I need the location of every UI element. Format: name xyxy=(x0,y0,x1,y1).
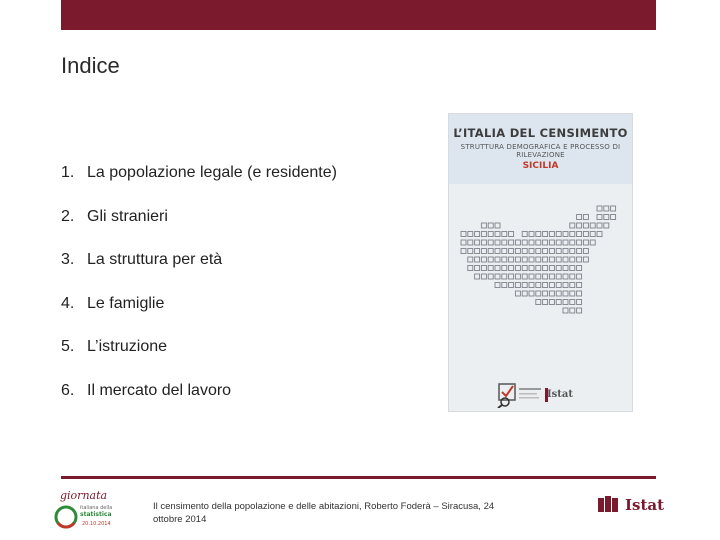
map-cell xyxy=(556,257,561,262)
map-cell xyxy=(481,232,486,237)
map-cell xyxy=(502,240,507,245)
map-cell xyxy=(543,249,548,254)
map-cell xyxy=(549,240,554,245)
map-cell xyxy=(461,249,466,254)
map-cell xyxy=(468,266,473,271)
map-cell xyxy=(556,266,561,271)
map-cell xyxy=(563,308,568,313)
map-cell xyxy=(577,223,582,228)
top-accent-bar xyxy=(61,0,656,30)
map-cell xyxy=(563,283,568,288)
map-cell xyxy=(590,240,595,245)
index-label: Le famiglie xyxy=(87,294,165,312)
index-item xyxy=(61,382,337,426)
map-cell xyxy=(543,240,548,245)
map-cell xyxy=(515,240,520,245)
map-cell xyxy=(515,291,520,296)
index-number: 2. xyxy=(61,207,75,225)
map-cell xyxy=(549,232,554,237)
map-cell xyxy=(488,274,493,279)
index-number: 1. xyxy=(61,164,75,181)
map-cell xyxy=(488,266,493,271)
index-number: 4. xyxy=(61,294,75,312)
map-cell xyxy=(570,300,575,305)
map-cell xyxy=(570,232,575,237)
map-cell xyxy=(515,257,520,262)
footer-caption: Il censimento della popolazione e delle abitazioni, Roberto Foderà – Siracusa, 24 ottobre 2014 xyxy=(153,501,495,525)
map-cell xyxy=(583,223,588,228)
map-cell xyxy=(488,223,493,228)
map-cell xyxy=(577,283,582,288)
map-cell xyxy=(475,266,480,271)
map-cell xyxy=(495,249,500,254)
map-cell xyxy=(522,257,527,262)
map-cell xyxy=(488,249,493,254)
map-cell xyxy=(536,291,541,296)
map-cell xyxy=(529,257,534,262)
map-cell xyxy=(577,300,582,305)
map-cell xyxy=(604,206,609,211)
map-cell xyxy=(549,300,554,305)
map-cell xyxy=(529,274,534,279)
map-cell xyxy=(536,274,541,279)
map-cell xyxy=(570,223,575,228)
map-cell xyxy=(556,232,561,237)
map-cell xyxy=(509,249,514,254)
map-cell xyxy=(597,206,602,211)
map-cell xyxy=(563,266,568,271)
map-cell xyxy=(522,266,527,271)
map-cell xyxy=(549,291,554,296)
map-cell xyxy=(509,240,514,245)
map-cell xyxy=(590,223,595,228)
map-cell xyxy=(495,240,500,245)
map-cell xyxy=(536,249,541,254)
map-cell xyxy=(556,240,561,245)
map-cell xyxy=(583,215,588,220)
map-cell xyxy=(509,266,514,271)
index-number: 6. xyxy=(61,381,75,399)
footer-divider xyxy=(61,476,656,479)
map-cell xyxy=(570,308,575,313)
index-item xyxy=(61,295,337,339)
map-cell xyxy=(522,283,527,288)
map-cell xyxy=(543,300,548,305)
map-cell xyxy=(590,232,595,237)
map-cell xyxy=(556,300,561,305)
map-cell xyxy=(475,249,480,254)
map-cell xyxy=(475,274,480,279)
map-cell xyxy=(509,232,514,237)
map-cell xyxy=(563,274,568,279)
map-cell xyxy=(481,223,486,228)
slide-title: Indice xyxy=(61,53,120,78)
map-cell xyxy=(543,283,548,288)
map-cell xyxy=(577,266,582,271)
map-cell xyxy=(522,274,527,279)
map-cell xyxy=(502,266,507,271)
map-cell xyxy=(563,300,568,305)
map-cell xyxy=(577,291,582,296)
map-cell xyxy=(495,223,500,228)
index-label: La struttura per età xyxy=(87,251,223,268)
map-cell xyxy=(481,240,486,245)
map-cell xyxy=(529,240,534,245)
map-cell xyxy=(570,257,575,262)
map-cell xyxy=(604,215,609,220)
map-cell xyxy=(468,249,473,254)
map-cell xyxy=(549,283,554,288)
map-cell xyxy=(549,274,554,279)
map-cell xyxy=(509,274,514,279)
map-cell xyxy=(549,249,554,254)
index-label: La popolazione legale (e residente) xyxy=(87,164,337,181)
map-cell xyxy=(597,215,602,220)
index-list xyxy=(61,164,337,425)
svg-text:giornata: giornata xyxy=(60,489,108,502)
map-cell xyxy=(461,232,466,237)
map-cell xyxy=(577,308,582,313)
sicily-map-icon xyxy=(449,202,633,332)
map-cell xyxy=(509,283,514,288)
map-cell xyxy=(556,249,561,254)
index-number: 5. xyxy=(61,338,75,355)
map-cell xyxy=(549,257,554,262)
map-cell xyxy=(522,232,527,237)
index-number: 3. xyxy=(61,251,75,268)
map-cell xyxy=(522,249,527,254)
map-cell xyxy=(515,274,520,279)
map-cell xyxy=(570,249,575,254)
map-cell xyxy=(536,283,541,288)
census-logo-icon xyxy=(497,382,587,408)
map-cell xyxy=(502,283,507,288)
map-cell xyxy=(461,240,466,245)
map-cell xyxy=(495,283,500,288)
map-cell xyxy=(543,232,548,237)
map-cell xyxy=(509,257,514,262)
map-cell xyxy=(556,274,561,279)
map-cell xyxy=(536,266,541,271)
map-cell xyxy=(529,232,534,237)
map-cell xyxy=(502,257,507,262)
map-cell xyxy=(563,249,568,254)
map-cell xyxy=(556,283,561,288)
map-cell xyxy=(577,232,582,237)
index-item xyxy=(61,208,337,252)
map-cell xyxy=(583,249,588,254)
map-cell xyxy=(563,257,568,262)
map-cell xyxy=(577,274,582,279)
map-cell xyxy=(522,240,527,245)
map-cell xyxy=(570,274,575,279)
map-cell xyxy=(563,240,568,245)
index-label: Il mercato del lavoro xyxy=(87,381,232,399)
map-cell xyxy=(577,215,582,220)
map-cell xyxy=(543,257,548,262)
map-cell xyxy=(495,232,500,237)
map-cell xyxy=(515,266,520,271)
map-cell xyxy=(529,266,534,271)
map-cell xyxy=(583,240,588,245)
map-cell xyxy=(563,232,568,237)
map-cell xyxy=(481,274,486,279)
map-cell xyxy=(597,232,602,237)
map-cell xyxy=(536,232,541,237)
map-cell xyxy=(495,266,500,271)
map-cell xyxy=(597,223,602,228)
map-cell xyxy=(468,240,473,245)
map-cell xyxy=(583,257,588,262)
map-cell xyxy=(577,240,582,245)
map-cell xyxy=(583,232,588,237)
map-cell xyxy=(604,223,609,228)
cover-region: SICILIA xyxy=(522,161,559,171)
index-item xyxy=(61,251,337,295)
svg-text:italiana della: italiana della xyxy=(80,505,113,511)
index-label: Gli stranieri xyxy=(87,207,168,225)
svg-text:20.10.2014: 20.10.2014 xyxy=(82,521,111,527)
map-cell xyxy=(556,291,561,296)
map-cell xyxy=(502,232,507,237)
map-cell xyxy=(522,291,527,296)
map-cell xyxy=(481,266,486,271)
publication-cover-image xyxy=(448,113,633,412)
svg-text:statistica: statistica xyxy=(80,511,112,518)
index-item xyxy=(61,338,337,382)
map-cell xyxy=(611,206,616,211)
map-cell xyxy=(468,232,473,237)
map-cell xyxy=(488,240,493,245)
map-cell xyxy=(475,240,480,245)
map-cell xyxy=(563,291,568,296)
map-cell xyxy=(515,249,520,254)
map-cell xyxy=(570,266,575,271)
map-cell xyxy=(502,249,507,254)
map-cell xyxy=(488,232,493,237)
map-cell xyxy=(570,240,575,245)
map-cell xyxy=(577,249,582,254)
map-cell xyxy=(515,283,520,288)
map-cell xyxy=(536,240,541,245)
map-cell xyxy=(481,249,486,254)
map-cell xyxy=(468,257,473,262)
giornata-statistica-logo xyxy=(50,485,122,533)
map-cell xyxy=(495,257,500,262)
cover-title: L’ITALIA DEL CENSIMENTO xyxy=(453,126,628,140)
map-cell xyxy=(570,283,575,288)
map-cell xyxy=(502,274,507,279)
map-cell xyxy=(549,266,554,271)
map-cell xyxy=(543,291,548,296)
map-cell xyxy=(488,257,493,262)
map-cell xyxy=(570,291,575,296)
istat-logo-text: Istat xyxy=(625,496,665,514)
map-cell xyxy=(536,257,541,262)
map-cell xyxy=(529,291,534,296)
map-cell xyxy=(577,257,582,262)
index-label: L’istruzione xyxy=(87,338,168,355)
cover-istat-logo: Istat xyxy=(547,389,574,400)
map-cell xyxy=(536,300,541,305)
map-cell xyxy=(475,257,480,262)
map-cell xyxy=(529,283,534,288)
map-cell xyxy=(611,215,616,220)
map-cell xyxy=(495,274,500,279)
cover-subtitle: STRUTTURA DEMOGRAFICA E PROCESSO DI RILEVAZIONE xyxy=(460,143,621,159)
map-cell xyxy=(529,249,534,254)
map-cell xyxy=(543,274,548,279)
map-cell xyxy=(543,266,548,271)
map-cell xyxy=(481,257,486,262)
map-cell xyxy=(475,232,480,237)
index-item xyxy=(61,164,337,208)
